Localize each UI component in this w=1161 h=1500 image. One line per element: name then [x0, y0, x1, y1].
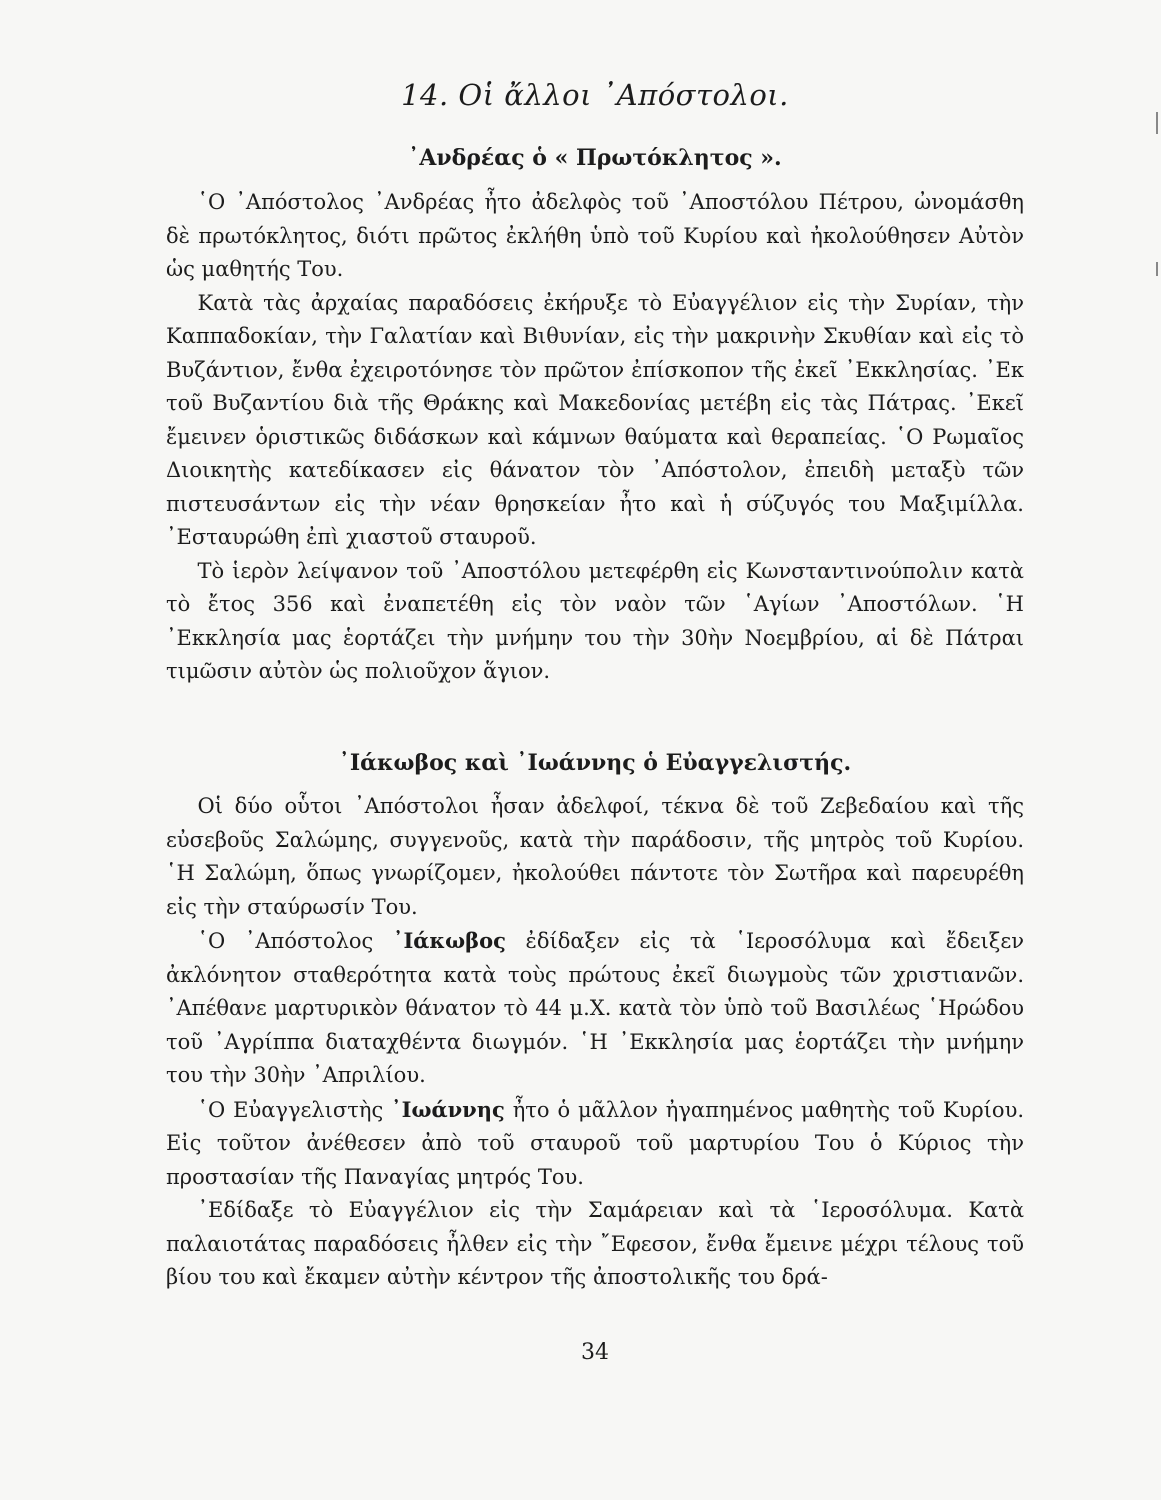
- section-heading-iakovos-ioannis: ᾿Ιάκωβος καὶ ᾿Ιωάννης ὁ Εὐαγγελιστής.: [338, 750, 852, 776]
- paragraph: Κατὰ τὰς ἀρχαίας παραδόσεις ἐκήρυξε τὸ Εὐαγγέλιον εἰς τὴν Συρίαν, τὴν Καππαδοκίαν, τὴν Γαλατίαν καὶ Βιθυνίαν, εἰς τὴν μακρινὴν Σκυθίαν καὶ εἰς τὸ Βυζάντιον, ἔνθα ἐχειροτόνησε τὸν πρῶτον ἐπίσκοπον τῆς ἐκεῖ ᾿Εκκλησίας. ᾿Εκ τοῦ Βυζαντίου διὰ τῆς Θράκης καὶ Μακεδονίας μετέβη εἰς τὰς Πάτρας. ᾿Εκεῖ ἔμεινεν ὁριστικῶς διδάσκων καὶ κάμνων θαύματα καὶ θεραπείας. ῾Ο Ρωμαῖος Διοικητὴς κατεδίκασεν εἰς θάνατον τὸν ᾿Απόστολον, ἐπειδὴ μεταξὺ τῶν πιστευσάντων εἰς τὴν νέαν θρησκείαν ἦτο καὶ ἡ σύζυγός του Μαξιμίλλα. ᾿Εσταυρώθη ἐπὶ χιαστοῦ σταυροῦ.: [166, 290, 1024, 549]
- paragraph: ῾Ο Εὐαγγελιστὴς ᾿Ιωάννης ἦτο ὁ μᾶλλον ἠγαπημένος μαθητὴς τοῦ Κυρίου. Εἰς τοῦτον ἀνέθεσεν ἀπὸ τοῦ σταυροῦ τοῦ μαρτυρίου Του ὁ Κύριος τὴν προστασίαν τῆς Παναγίας μητρός Του.: [166, 1096, 1025, 1189]
- book-page: [166, 0, 1024, 1500]
- paragraph: ῾Ο ᾿Απόστολος ᾿Ιάκωβος ἐδίδαξεν εἰς τὰ ῾Ιεροσόλυμα καὶ ἔδειξεν ἀκλόνητον σταθερότητα κατὰ τοὺς πρώτους ἐκεῖ διωγμοὺς τῶν χριστιανῶν. ᾿Απέθανε μαρτυρικὸν θάνατον τὸ 44 μ.Χ. κατὰ τὸν ὑπὸ τοῦ Βασιλέως ῾Ηρώδου τοῦ ᾿Αγρίππα διαταχθέντα διωγμόν. ῾Η ᾿Εκκλησία μας ἑορτάζει τὴν μνήμην του τὴν 30ὴν ᾿Απριλίου.: [166, 928, 1024, 1087]
- name-ioannis: ᾿Ιωάννης: [391, 1096, 505, 1122]
- page-number: 34: [581, 1340, 609, 1365]
- paragraph: Τὸ ἱερὸν λείψανον τοῦ ᾿Αποστόλου μετεφέρθη εἰς Κωνσταντινούπολιν κατὰ τὸ ἔτος 356 καὶ ἐναπετέθη εἰς τὸν ναὸν τῶν ῾Αγίων ᾿Αποστόλων. ῾Η ᾿Εκκλησία μας ἑορτάζει τὴν μνήμην του τὴν 30ὴν Νοεμβρίου, αἱ δὲ Πάτραι τιμῶσιν αὐτὸν ὡς πολιοῦχον ἅγιον.: [166, 558, 1024, 683]
- section-heading-andreas: ᾿Ανδρέας ὁ « Πρωτόκλητος ».: [408, 145, 782, 171]
- section-body-andreas: [166, 186, 1024, 689]
- paragraph: Οἱ δύο οὗτοι ᾿Απόστολοι ἦσαν ἀδελφοί, τέκνα δὲ τοῦ Ζεβεδαίου καὶ τῆς εὐσεβοῦς Σαλώμης, συγγενοῦς, κατὰ τὴν παράδοσιν, τῆς μητρὸς τοῦ Κυρίου. ῾Η Σαλώμη, ὅπως γνωρίζομεν, ἠκολούθει πάντοτε τὸν Σωτῆρα καὶ παρευρέθη εἰς τὴν σταύρωσίν Του.: [166, 794, 1024, 919]
- chapter-title: 14. Οἱ ἄλλοι ᾿Απόστολοι.: [401, 78, 789, 112]
- paragraph: ῾Ο ᾿Απόστολος ᾿Ανδρέας ἦτο ἀδελφὸς τοῦ ᾿Αποστόλου Πέτρου, ὠνομάσθη δὲ πρωτόκλητος, διότι πρῶτος ἐκλήθη ὑπὸ τοῦ Κυρίου καὶ ἠκολούθησεν Αὐτὸν ὡς μαθητής Του.: [166, 190, 1024, 281]
- name-iakovos: ᾿Ιάκωβος: [392, 928, 506, 953]
- margin-scan-mark: [1156, 112, 1158, 134]
- margin-scan-mark: [1156, 262, 1158, 276]
- paragraph: ᾿Εδίδαξε τὸ Εὐαγγέλιον εἰς τὴν Σαμάρειαν καὶ τὰ ῾Ιεροσόλυμα. Κατὰ παλαιοτάτας παραδόσεις ἦλθεν εἰς τὴν ῎Εφεσον, ἔνθα ἔμεινε μέχρι τέλους τοῦ βίου του καὶ ἔκαμεν αὐτὴν κέντρον τῆς ἀποστολικῆς του δρά-: [166, 1198, 1024, 1289]
- section-body-iakovos-ioannis: [166, 790, 1024, 1295]
